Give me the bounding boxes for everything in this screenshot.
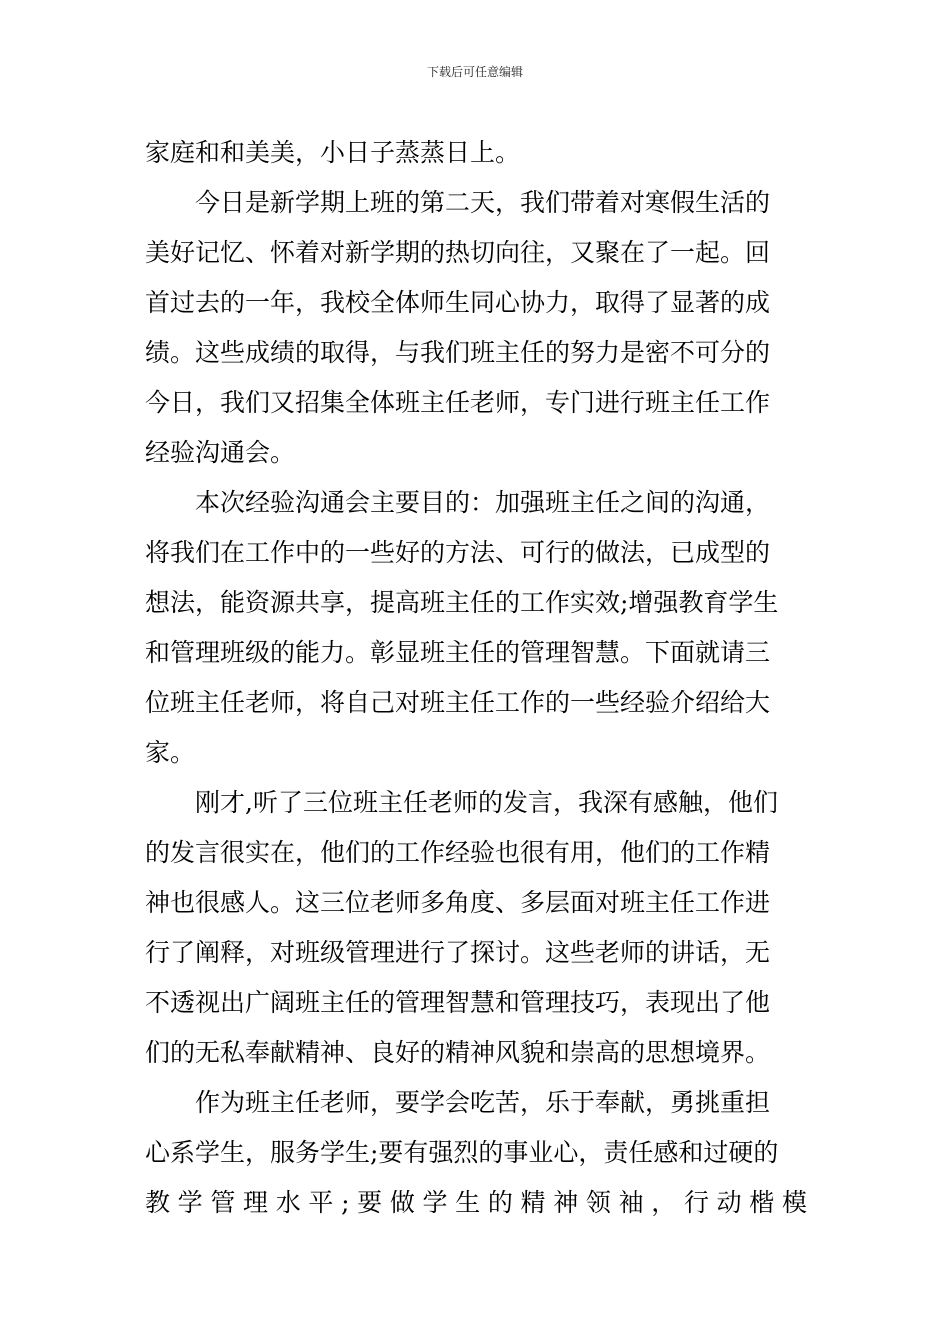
paragraph-first-line: 刚才,听了三位班主任老师的发言，我深有感触，他们 (195, 788, 778, 817)
text-line-justified: 教学管理水平;要做学生的精神领袖，行动楷模 (145, 1188, 807, 1217)
paragraph-first-line: 今日是新学期上班的第二天，我们带着对寒假生活的 (195, 188, 771, 217)
paragraph-first-line: 作为班主任老师，要学会吃苦，乐于奉献，勇挑重担 (195, 1088, 771, 1117)
text-line: 的发言很实在，他们的工作经验也很有用，他们的工作精 (145, 838, 771, 867)
text-line: 和管理班级的能力。彰显班主任的管理智慧。下面就请三 (145, 638, 771, 667)
text-line: 首过去的一年，我校全体师生同心协力，取得了显著的成 (145, 288, 771, 317)
text-line: 经验沟通会。 (145, 438, 296, 467)
text-line: 家。 (145, 738, 196, 767)
paragraph-first-line: 本次经验沟通会主要目的：加强班主任之间的沟通， (195, 488, 771, 517)
text-line: 今日，我们又招集全体班主任老师，专门进行班主任工作 (145, 388, 771, 417)
text-line: 心系学生，服务学生;要有强烈的事业心，责任感和过硬的 (145, 1138, 779, 1167)
text-line: 家庭和和美美，小日子蒸蒸日上。 (145, 138, 521, 167)
document-body (145, 128, 807, 1228)
text-line: 绩。这些成绩的取得，与我们班主任的努力是密不可分的 (145, 338, 771, 367)
text-line: 不透视出广阔班主任的管理智慧和管理技巧，表现出了他 (145, 988, 771, 1017)
text-line: 将我们在工作中的一些好的方法、可行的做法，已成型的 (145, 538, 771, 567)
text-line: 想法，能资源共享，提高班主任的工作实效;增强教育学生 (145, 588, 779, 617)
text-line: 位班主任老师，将自己对班主任工作的一些经验介绍给大 (145, 688, 771, 717)
text-line: 美好记忆、怀着对新学期的热切向往，又聚在了一起。回 (145, 238, 771, 267)
text-line: 神也很感人。这三位老师多角度、多层面对班主任工作进 (145, 888, 771, 917)
text-line: 行了阐释，对班级管理进行了探讨。这些老师的讲话，无 (145, 938, 771, 967)
page-header: 下载后可任意编辑 (426, 65, 523, 79)
text-line: 们的无私奉献精神、良好的精神风貌和崇高的思想境界。 (145, 1038, 771, 1067)
